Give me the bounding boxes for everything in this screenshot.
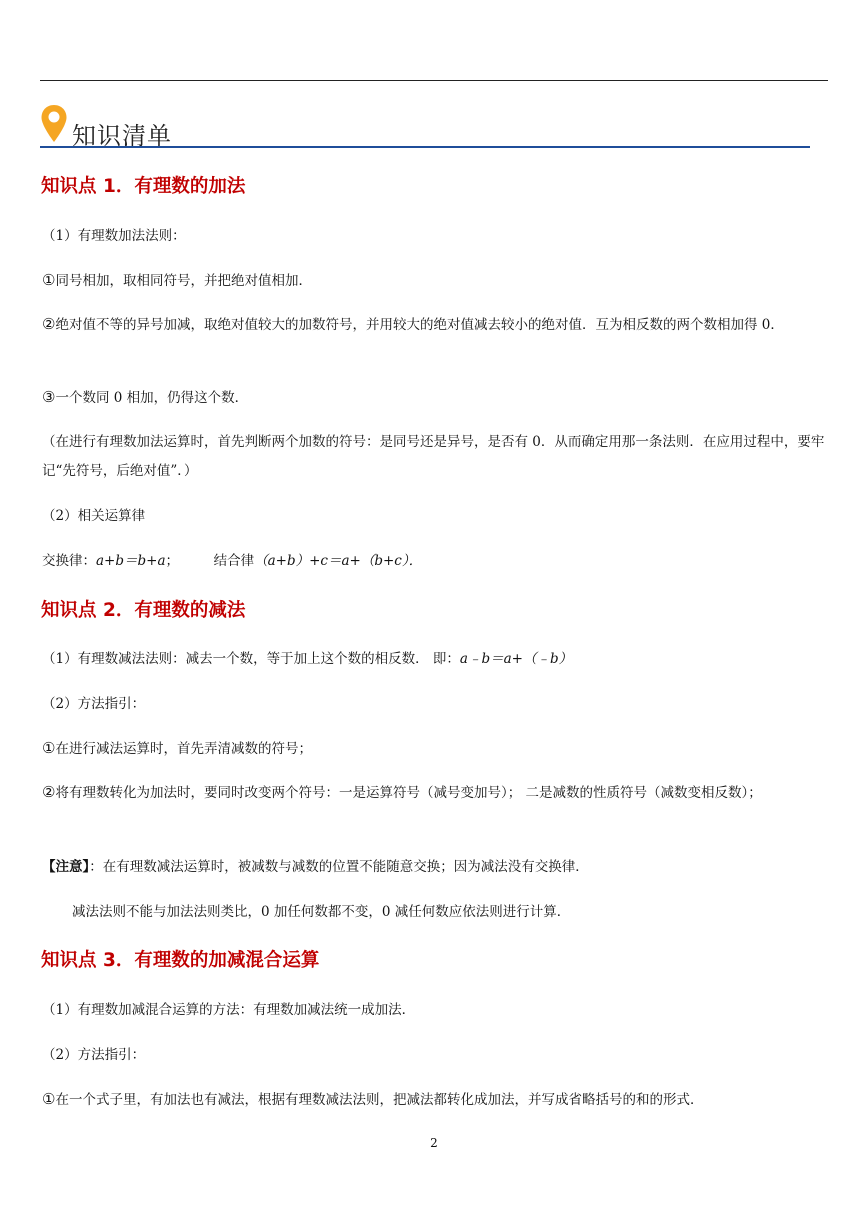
list-item xyxy=(42,1085,703,1115)
circled-marker: ③ xyxy=(42,388,56,406)
circled-marker: ① xyxy=(42,271,56,289)
formula: a﹣b＝a+（﹣b） xyxy=(459,651,573,667)
list-item xyxy=(42,383,248,413)
paragraph xyxy=(42,645,572,674)
circled-marker: ② xyxy=(42,315,56,333)
paragraph: （2）相关运算律 xyxy=(42,508,146,524)
paragraph: （在进行有理数加法运算时，首先判断两个加数的符号：是同号还是异号，是否有 0．从而确定用那一条法则．在应用过程中，要牢记“先符号，后绝对值”．） xyxy=(42,434,825,479)
laws-line xyxy=(42,547,422,576)
circled-marker: ① xyxy=(42,1090,56,1108)
list-item xyxy=(42,310,828,340)
page-number: 2 xyxy=(430,1136,438,1150)
paragraph-text: （1）有理数减法法则：减去一个数，等于加上这个数的相反数． 即： xyxy=(42,651,460,667)
note-text: ：在有理数减法运算时，被减数与减数的位置不能随意交换；因为减法没有交换律． xyxy=(89,859,589,875)
list-item-text: 绝对值不等的异号加减，取绝对值较大的加数符号，并用较大的绝对值减去较小的绝对值．互为相反数的两个数相加得 0． xyxy=(55,317,784,333)
note-label: 【注意】 xyxy=(42,859,90,875)
circled-marker: ① xyxy=(42,739,56,757)
header-title: 知识清单 xyxy=(72,122,172,150)
list-item-text: 在进行减法运算时，首先弄清减数的符号； xyxy=(55,741,312,757)
note xyxy=(42,853,589,882)
section-header xyxy=(40,104,810,148)
section-title: 知识点 2．有理数的减法 xyxy=(41,600,246,621)
list-item-text: 在一个式子里，有加法也有减法，根据有理数减法法则，把减法都转化成加法，并写成省略括号的和的形式． xyxy=(55,1092,704,1108)
header-rule xyxy=(40,146,810,148)
paragraph: （2）方法指引： xyxy=(42,696,146,712)
list-item xyxy=(42,734,312,764)
paragraph: （1）有理数加法法则： xyxy=(42,228,186,244)
list-item-text: 一个数同 0 相加，仍得这个数． xyxy=(55,390,249,406)
section-title: 知识点 1．有理数的加法 xyxy=(41,176,246,197)
paragraph: （2）方法指引： xyxy=(42,1047,146,1063)
law-formula: （a+b）+c＝a+（b+c）． xyxy=(254,553,423,569)
circled-marker: ② xyxy=(42,783,56,801)
top-rule xyxy=(40,80,828,81)
location-pin-icon xyxy=(40,104,68,144)
paragraph: （1）有理数加减混合运算的方法：有理数加减法统一成加法． xyxy=(42,1002,416,1018)
law-formula: a+b＝b+a xyxy=(96,553,166,569)
law-label: 结合律 xyxy=(213,553,255,569)
law-label: 交换律： xyxy=(42,553,96,569)
section-title: 知识点 3．有理数的加减混合运算 xyxy=(41,950,320,971)
list-item xyxy=(42,266,312,296)
list-item-text: 将有理数转化为加法时，要同时改变两个符号：一是运算符号（减号变加号）； 二是减数的性质符号（减数变相反数）； xyxy=(55,785,762,801)
paragraph: 减法法则不能与加法法则类比，0 加任何数都不变，0 减任何数应依法则进行计算． xyxy=(72,904,571,920)
list-item-text: 同号相加，取相同符号，并把绝对值相加． xyxy=(55,273,312,289)
law-separator: ； xyxy=(165,553,180,569)
list-item xyxy=(42,778,828,808)
